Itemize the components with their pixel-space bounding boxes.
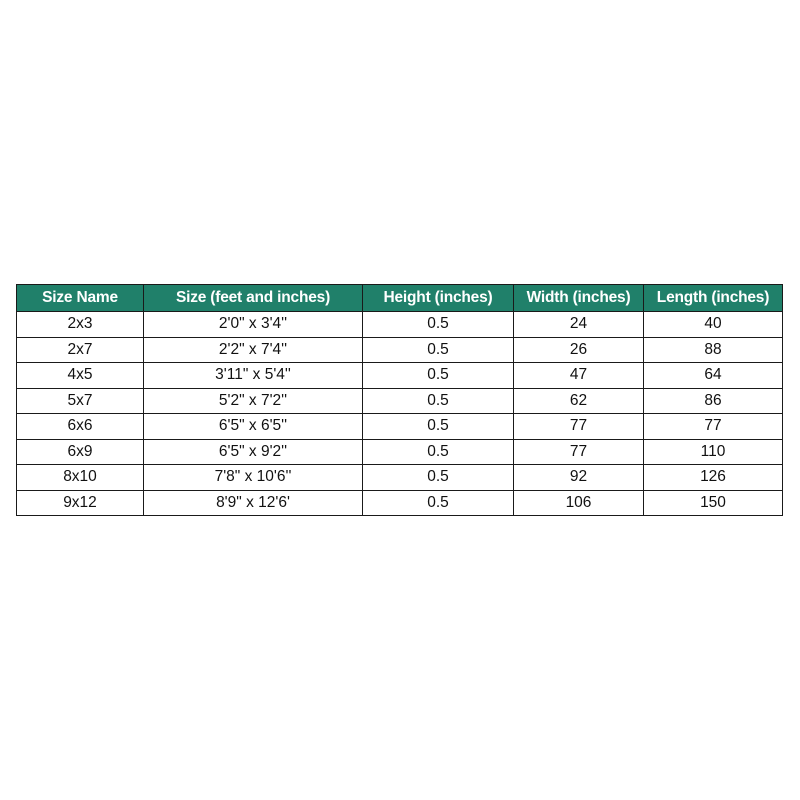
cell-width: 77 xyxy=(514,414,644,440)
cell-height: 0.5 xyxy=(363,439,514,465)
cell-length: 86 xyxy=(644,388,783,414)
cell-size-feet-inches: 2'2" x 7'4'' xyxy=(144,337,363,363)
rug-size-table xyxy=(16,284,783,516)
cell-width: 77 xyxy=(514,439,644,465)
cell-length: 40 xyxy=(644,312,783,338)
cell-size-feet-inches: 2'0" x 3'4'' xyxy=(144,312,363,338)
header-row xyxy=(17,285,783,312)
cell-height: 0.5 xyxy=(363,388,514,414)
rug-size-table-container xyxy=(16,284,782,516)
cell-length: 150 xyxy=(644,490,783,516)
cell-size-name: 4x5 xyxy=(17,363,144,389)
header-width-inches: Width (inches) xyxy=(514,285,644,312)
cell-size-name: 8x10 xyxy=(17,465,144,491)
cell-length: 64 xyxy=(644,363,783,389)
header-height-inches: Height (inches) xyxy=(363,285,514,312)
cell-size-feet-inches: 6'5" x 9'2'' xyxy=(144,439,363,465)
table-header xyxy=(17,285,783,312)
cell-size-name: 9x12 xyxy=(17,490,144,516)
cell-size-name: 2x7 xyxy=(17,337,144,363)
cell-size-name: 5x7 xyxy=(17,388,144,414)
cell-height: 0.5 xyxy=(363,490,514,516)
cell-size-feet-inches: 3'11" x 5'4'' xyxy=(144,363,363,389)
cell-width: 106 xyxy=(514,490,644,516)
cell-size-feet-inches: 5'2" x 7'2'' xyxy=(144,388,363,414)
header-size-feet-inches: Size (feet and inches) xyxy=(144,285,363,312)
table-row xyxy=(17,363,783,389)
cell-width: 47 xyxy=(514,363,644,389)
cell-height: 0.5 xyxy=(363,414,514,440)
cell-height: 0.5 xyxy=(363,337,514,363)
table-row xyxy=(17,312,783,338)
cell-width: 24 xyxy=(514,312,644,338)
cell-height: 0.5 xyxy=(363,312,514,338)
table-row xyxy=(17,439,783,465)
table-row xyxy=(17,414,783,440)
cell-length: 88 xyxy=(644,337,783,363)
cell-length: 126 xyxy=(644,465,783,491)
cell-size-name: 6x6 xyxy=(17,414,144,440)
cell-length: 77 xyxy=(644,414,783,440)
cell-width: 62 xyxy=(514,388,644,414)
table-row xyxy=(17,337,783,363)
cell-width: 92 xyxy=(514,465,644,491)
cell-size-feet-inches: 8'9" x 12'6' xyxy=(144,490,363,516)
cell-height: 0.5 xyxy=(363,363,514,389)
table-row xyxy=(17,490,783,516)
cell-height: 0.5 xyxy=(363,465,514,491)
header-size-name: Size Name xyxy=(17,285,144,312)
table-row xyxy=(17,388,783,414)
header-length-inches: Length (inches) xyxy=(644,285,783,312)
cell-width: 26 xyxy=(514,337,644,363)
table-body xyxy=(17,312,783,516)
cell-length: 110 xyxy=(644,439,783,465)
cell-size-name: 2x3 xyxy=(17,312,144,338)
cell-size-feet-inches: 6'5" x 6'5'' xyxy=(144,414,363,440)
cell-size-feet-inches: 7'8" x 10'6'' xyxy=(144,465,363,491)
cell-size-name: 6x9 xyxy=(17,439,144,465)
table-row xyxy=(17,465,783,491)
